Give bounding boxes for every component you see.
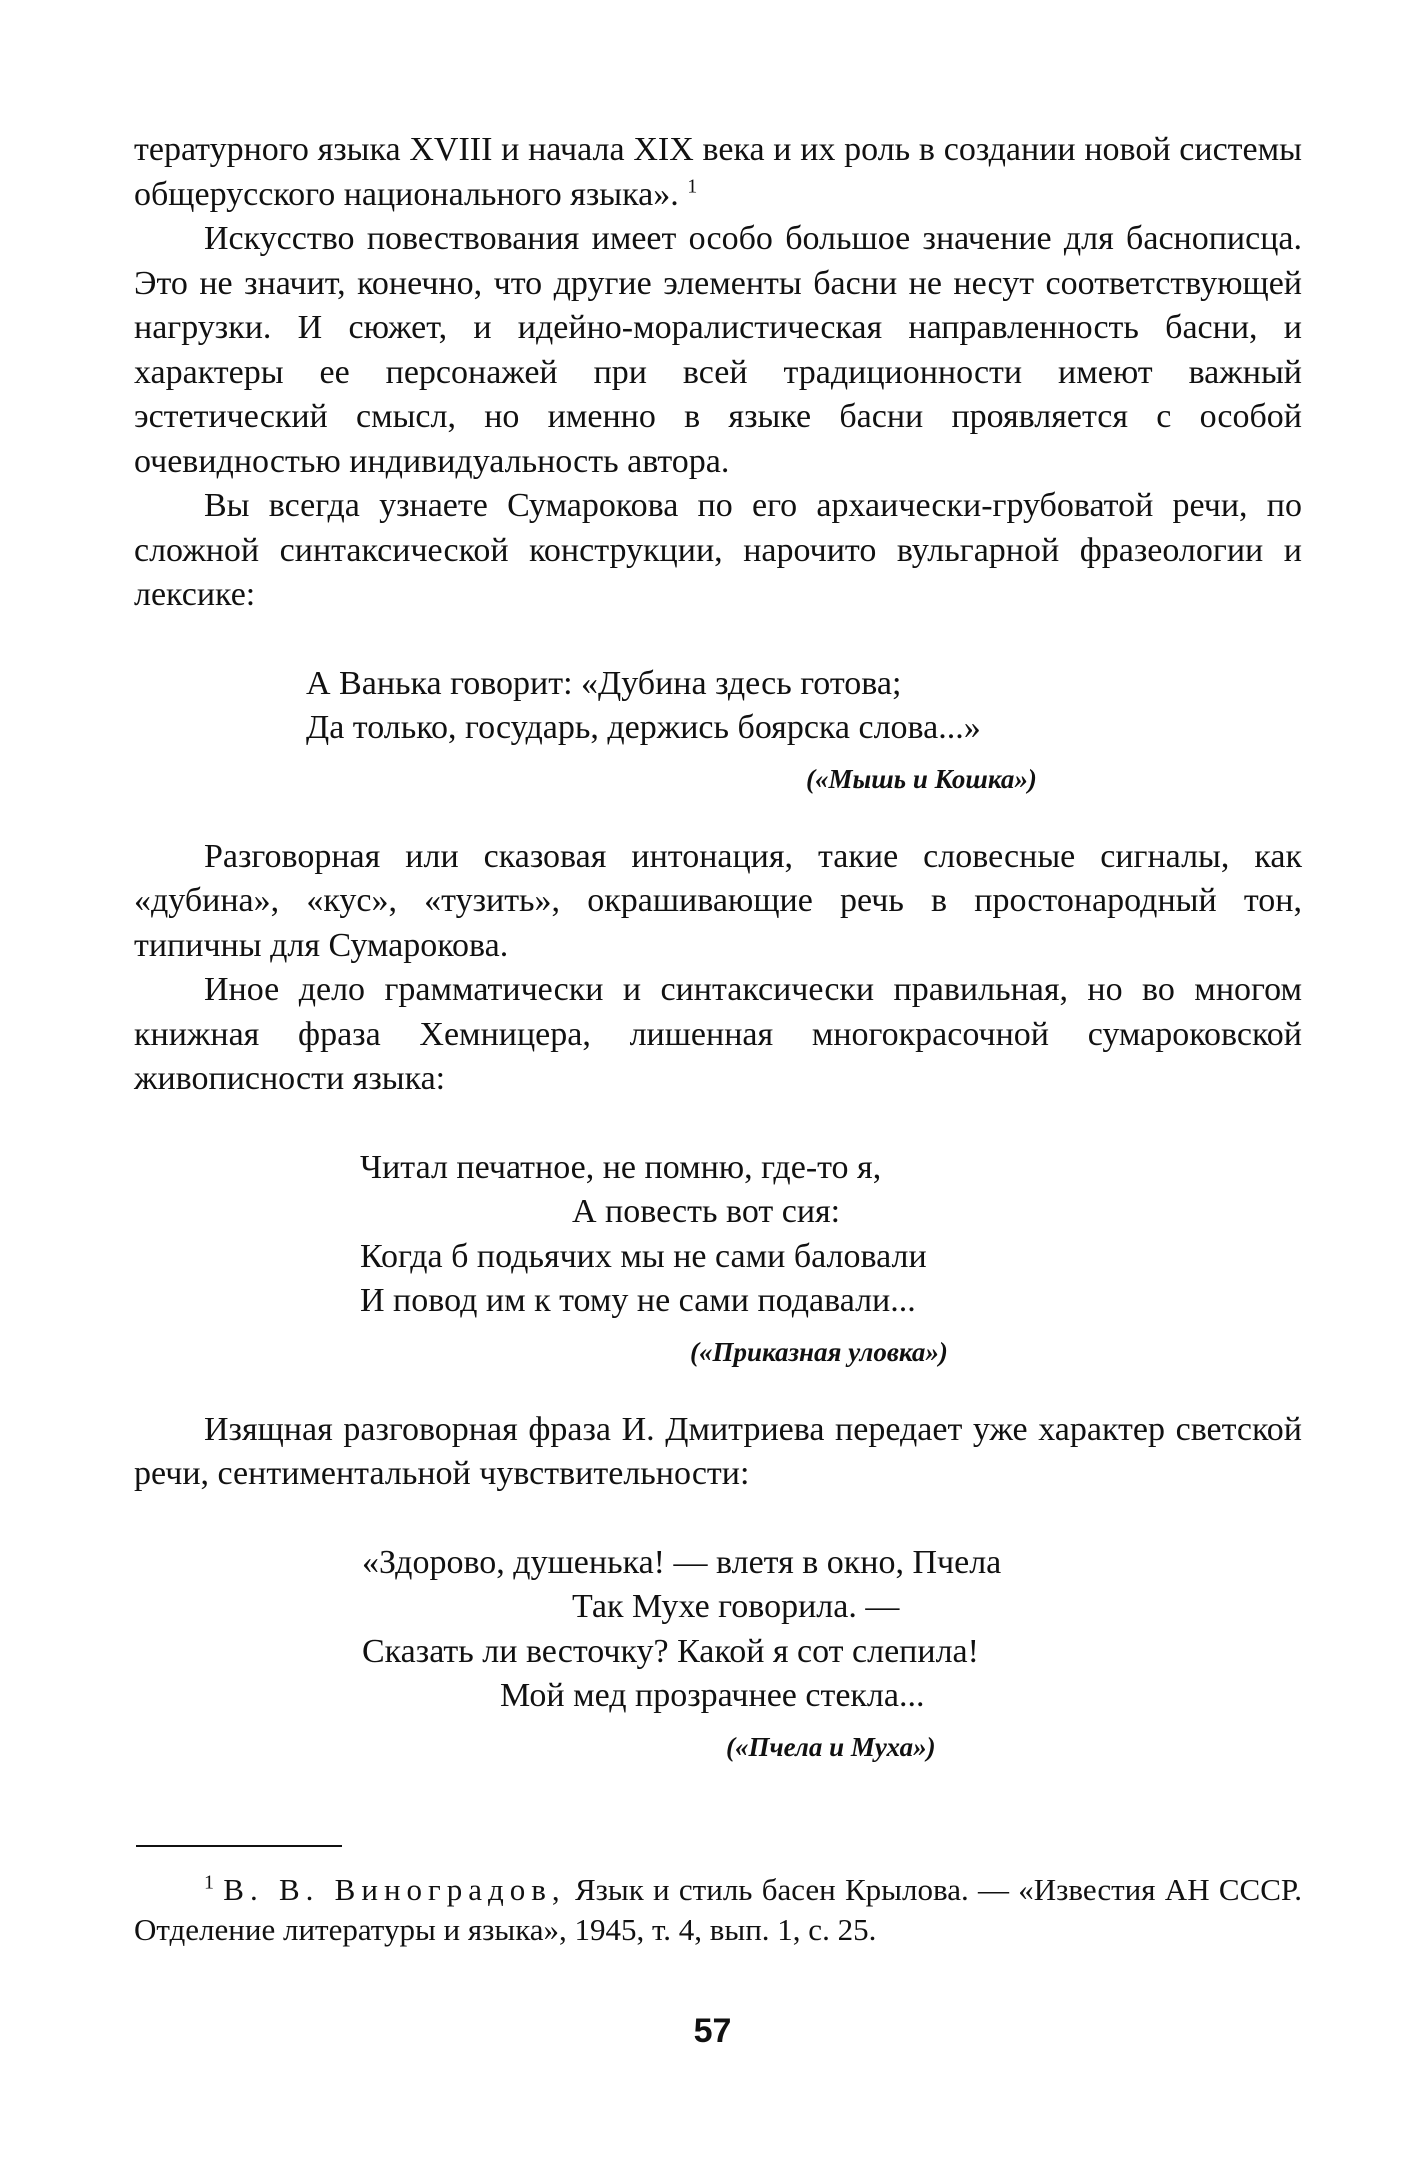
paragraph-5: Иное дело грамматически и синтаксически правильная, но во многом книжная фраза Хемницера, лишенная многокрасочной сумароковской живописности языка: xyxy=(134,971,1302,1097)
verse-line: Когда б подьячих мы не сами баловали xyxy=(360,1237,927,1275)
verse-line: Сказать ли весточку? Какой я сот слепила! xyxy=(362,1632,979,1670)
footnote-text: Язык и стиль басен Крылова. — «Известия АН СССР. Отделение литературы и языка», 1945, т. 4, вып. 1, с. 25. xyxy=(134,1872,1303,1947)
paragraph-3: Вы всегда узнаете Сумарокова по его архаически-грубоватой речи, по сложной синтаксической конструкции, нарочито вульгарной фразеологии и лексике: xyxy=(134,487,1302,613)
verse-line: Да только, государь, держись боярска слова...» xyxy=(306,709,981,746)
quote-source: («Пчела и Муха») xyxy=(726,1731,936,1762)
verse-line: Так Мухе говорила. — xyxy=(572,1588,900,1625)
quote-sumarokov xyxy=(134,662,1302,799)
quote-source: («Мышь и Кошка») xyxy=(806,763,1037,794)
verse-line: А Ванька говорит: «Дубина здесь готова; xyxy=(306,664,902,702)
quote-khemnitser xyxy=(134,1146,1302,1372)
verse-line: А повесть вот сия: xyxy=(572,1193,841,1230)
quote-dmitriev xyxy=(134,1541,1302,1767)
footnote xyxy=(134,1870,1302,1950)
verse-line: «Здорово, душенька! — влетя в окно, Пчела xyxy=(362,1543,1002,1581)
quote-source: («Приказная уловка») xyxy=(690,1336,948,1367)
footnote-mark: 1 xyxy=(204,1871,214,1894)
verse-line: И повод им к тому не сами подавали... xyxy=(360,1282,916,1319)
paragraph-6: Изящная разговорная фраза И. Дмитриева передает уже характер светской речи, сентиментальной чувствительности: xyxy=(134,1410,1302,1492)
page-number: 57 xyxy=(693,2012,732,2050)
paragraph-4: Разговорная или сказовая интонация, такие словесные сигналы, как «дубина», «кус», «тузить», окрашивающие речь в простонародный тон, типичны для Сумарокова. xyxy=(134,837,1302,964)
footnote-divider xyxy=(136,1845,342,1847)
paragraph-2: Искусство повествования имеет особо большое значение для баснописца. Это не значит, конечно, что другие элементы басни не несут соответствующей нагрузки. И сюжет, и идейно-моралистическая направленность басни, и характеры ее персонажей при всей традиционности имеют важный эстетический смысл, но именно в языке басни проявляется с особой очевидностью индивидуальность автора. xyxy=(134,220,1302,480)
paragraph-1: тературного языка XVIII и начала XIX века и их роль в создании новой системы общерусского национального языка». $^1$ xyxy=(134,131,1302,213)
verse-line: Читал печатное, не помню, где-то я, xyxy=(360,1148,882,1186)
body-text xyxy=(134,128,1302,1767)
verse-line: Мой мед прозрачнее стекла... xyxy=(500,1677,925,1714)
footnote-reference[interactable]: 1 xyxy=(687,175,698,198)
footnote-author: В. В. Виноградов, xyxy=(223,1872,566,1907)
